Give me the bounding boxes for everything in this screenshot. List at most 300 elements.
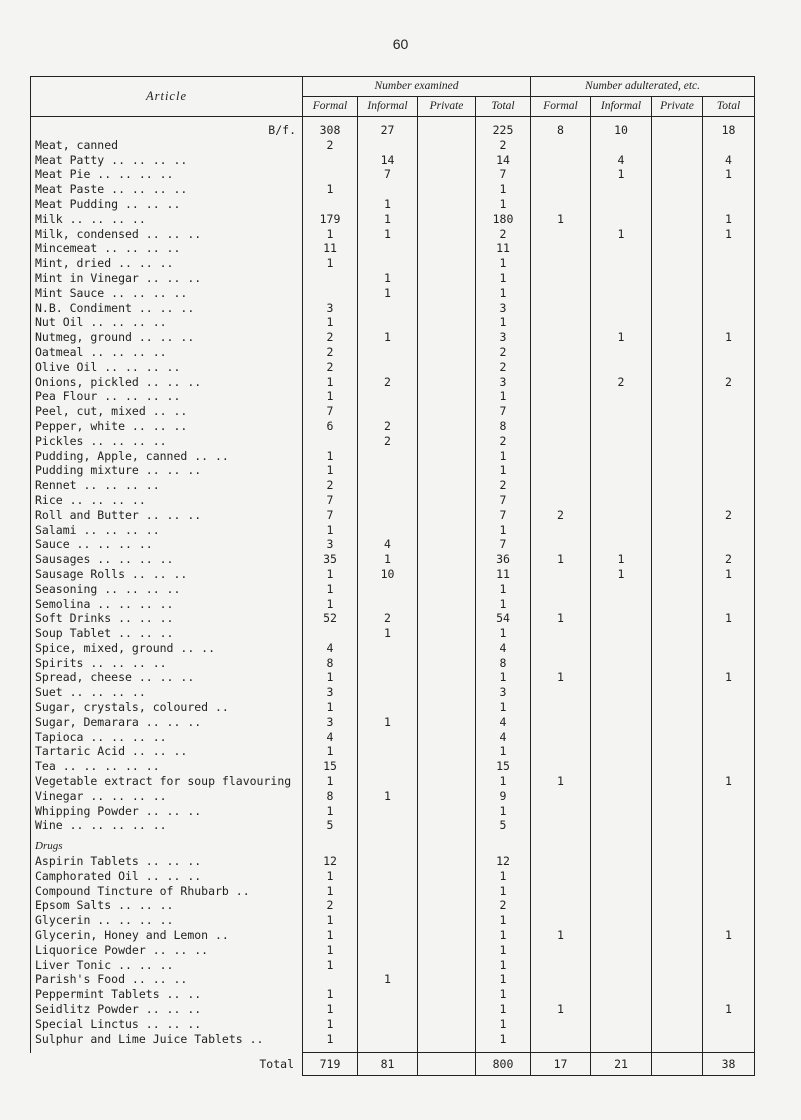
value-cell: 1 bbox=[303, 884, 358, 899]
value-cell: 52 bbox=[303, 611, 358, 626]
value-cell bbox=[652, 434, 703, 449]
value-cell bbox=[591, 804, 652, 819]
value-cell bbox=[652, 913, 703, 928]
value-cell bbox=[303, 197, 358, 212]
value-cell: 1 bbox=[476, 256, 531, 271]
value-cell bbox=[531, 818, 591, 833]
value-cell: 36 bbox=[476, 552, 531, 567]
value-cell: 1 bbox=[303, 523, 358, 538]
table-row bbox=[31, 972, 755, 987]
value-cell: 2 bbox=[591, 375, 652, 390]
value-cell bbox=[531, 153, 591, 168]
value-cell bbox=[652, 301, 703, 316]
article-name: Camphorated Oil .. .. .. bbox=[31, 869, 303, 884]
value-cell: 1 bbox=[703, 670, 755, 685]
value-cell bbox=[418, 138, 476, 153]
value-cell: 1 bbox=[303, 1002, 358, 1017]
value-cell: 1 bbox=[476, 774, 531, 789]
article-name: Wine .. .. .. .. .. bbox=[31, 818, 303, 833]
value-cell bbox=[358, 804, 418, 819]
value-cell bbox=[591, 818, 652, 833]
value-cell bbox=[418, 537, 476, 552]
value-cell bbox=[358, 730, 418, 745]
number-adulterated-header: Number adulterated, etc. bbox=[531, 77, 755, 97]
value-cell: 8 bbox=[531, 117, 591, 138]
table-row bbox=[31, 641, 755, 656]
value-cell bbox=[531, 463, 591, 478]
value-cell bbox=[591, 241, 652, 256]
value-cell bbox=[418, 404, 476, 419]
value-cell: 1 bbox=[303, 804, 358, 819]
value-cell bbox=[418, 715, 476, 730]
value-cell: 1 bbox=[476, 884, 531, 899]
value-cell bbox=[652, 1032, 703, 1053]
value-cell: 1 bbox=[531, 552, 591, 567]
value-cell bbox=[703, 833, 755, 854]
value-cell bbox=[303, 972, 358, 987]
value-cell bbox=[591, 898, 652, 913]
value-cell bbox=[591, 301, 652, 316]
value-cell bbox=[652, 943, 703, 958]
number-examined-header: Number examined bbox=[303, 77, 531, 97]
article-name: Olive Oil .. .. .. .. bbox=[31, 360, 303, 375]
value-cell bbox=[531, 913, 591, 928]
value-cell bbox=[418, 700, 476, 715]
value-cell: 11 bbox=[476, 567, 531, 582]
table-row bbox=[31, 928, 755, 943]
value-cell: 2 bbox=[358, 375, 418, 390]
value-cell: 2 bbox=[703, 552, 755, 567]
value-cell: 1 bbox=[591, 167, 652, 182]
value-cell: 1 bbox=[703, 167, 755, 182]
table-row bbox=[31, 375, 755, 390]
value-cell: 35 bbox=[303, 552, 358, 567]
article-header: Article bbox=[31, 77, 303, 117]
value-cell: 1 bbox=[591, 552, 652, 567]
value-cell bbox=[358, 884, 418, 899]
value-cell bbox=[418, 301, 476, 316]
value-cell: 1 bbox=[476, 1002, 531, 1017]
value-cell bbox=[531, 167, 591, 182]
value-cell: 1 bbox=[303, 389, 358, 404]
col-header-formal-adulterated: Formal bbox=[531, 97, 591, 117]
value-cell: 1 bbox=[476, 315, 531, 330]
value-cell: 7 bbox=[476, 537, 531, 552]
value-cell bbox=[476, 833, 531, 854]
value-cell bbox=[531, 987, 591, 1002]
value-cell bbox=[703, 641, 755, 656]
table-row bbox=[31, 493, 755, 508]
value-cell bbox=[531, 360, 591, 375]
article-name: Mint in Vinegar .. .. .. bbox=[31, 271, 303, 286]
value-cell: 1 bbox=[476, 943, 531, 958]
value-cell: 3 bbox=[476, 330, 531, 345]
value-cell bbox=[591, 958, 652, 973]
value-cell bbox=[418, 212, 476, 227]
value-cell bbox=[531, 493, 591, 508]
value-cell bbox=[652, 241, 703, 256]
value-cell bbox=[358, 744, 418, 759]
value-cell bbox=[418, 315, 476, 330]
value-cell: 1 bbox=[476, 928, 531, 943]
value-cell: 1 bbox=[476, 744, 531, 759]
value-cell bbox=[591, 315, 652, 330]
col-header-private-adulterated: Private bbox=[652, 97, 703, 117]
value-cell bbox=[358, 759, 418, 774]
value-cell bbox=[703, 493, 755, 508]
value-cell bbox=[418, 759, 476, 774]
article-name: Semolina .. .. .. .. bbox=[31, 597, 303, 612]
value-cell bbox=[703, 389, 755, 404]
value-cell bbox=[591, 271, 652, 286]
value-cell: 1 bbox=[358, 286, 418, 301]
value-cell bbox=[652, 958, 703, 973]
value-cell bbox=[418, 854, 476, 869]
total-cell: 21 bbox=[591, 1053, 652, 1076]
value-cell: 7 bbox=[303, 508, 358, 523]
value-cell: 1 bbox=[476, 463, 531, 478]
value-cell: 308 bbox=[303, 117, 358, 138]
value-cell bbox=[358, 928, 418, 943]
article-name: Oatmeal .. .. .. .. bbox=[31, 345, 303, 360]
value-cell bbox=[703, 286, 755, 301]
value-cell bbox=[358, 345, 418, 360]
value-cell bbox=[652, 818, 703, 833]
value-cell bbox=[591, 943, 652, 958]
value-cell bbox=[418, 626, 476, 641]
value-cell: 14 bbox=[476, 153, 531, 168]
value-cell bbox=[358, 478, 418, 493]
value-cell: 1 bbox=[303, 987, 358, 1002]
value-cell bbox=[531, 345, 591, 360]
value-cell: 4 bbox=[703, 153, 755, 168]
value-cell: 1 bbox=[476, 913, 531, 928]
article-name: Milk .. .. .. .. bbox=[31, 212, 303, 227]
value-cell: 1 bbox=[591, 567, 652, 582]
value-cell bbox=[531, 227, 591, 242]
value-cell bbox=[591, 884, 652, 899]
col-header-private-examined: Private bbox=[418, 97, 476, 117]
value-cell bbox=[531, 1017, 591, 1032]
value-cell bbox=[652, 449, 703, 464]
value-cell bbox=[531, 804, 591, 819]
value-cell bbox=[418, 597, 476, 612]
value-cell: 1 bbox=[476, 987, 531, 1002]
value-cell bbox=[591, 913, 652, 928]
article-name: Sulphur and Lime Juice Tablets .. bbox=[31, 1032, 303, 1053]
value-cell bbox=[652, 197, 703, 212]
value-cell bbox=[531, 434, 591, 449]
article-name: Roll and Butter .. .. .. bbox=[31, 508, 303, 523]
value-cell bbox=[418, 567, 476, 582]
value-cell: 1 bbox=[358, 626, 418, 641]
table-row bbox=[31, 301, 755, 316]
value-cell bbox=[418, 449, 476, 464]
article-name: Sugar, crystals, coloured .. bbox=[31, 700, 303, 715]
value-cell bbox=[591, 182, 652, 197]
value-cell bbox=[703, 315, 755, 330]
value-cell: 1 bbox=[303, 670, 358, 685]
value-cell: 3 bbox=[303, 715, 358, 730]
value-cell bbox=[418, 271, 476, 286]
value-cell bbox=[591, 389, 652, 404]
value-cell bbox=[591, 833, 652, 854]
table-row bbox=[31, 508, 755, 523]
value-cell bbox=[418, 508, 476, 523]
page-number: 60 bbox=[392, 36, 409, 52]
value-cell bbox=[303, 434, 358, 449]
value-cell bbox=[531, 582, 591, 597]
col-header-total-examined: Total bbox=[476, 97, 531, 117]
article-name: Mincemeat .. .. .. .. bbox=[31, 241, 303, 256]
value-cell: 1 bbox=[303, 567, 358, 582]
article-name: Meat Pudding .. .. .. bbox=[31, 197, 303, 212]
value-cell bbox=[358, 582, 418, 597]
value-cell: 1 bbox=[476, 182, 531, 197]
value-cell bbox=[418, 869, 476, 884]
article-name: Meat Paste .. .. .. .. bbox=[31, 182, 303, 197]
value-cell bbox=[358, 641, 418, 656]
value-cell bbox=[703, 523, 755, 538]
value-cell: 1 bbox=[358, 271, 418, 286]
value-cell bbox=[531, 1032, 591, 1053]
value-cell: 1 bbox=[303, 913, 358, 928]
value-cell: 3 bbox=[303, 301, 358, 316]
value-cell bbox=[703, 256, 755, 271]
article-name: Salami .. .. .. .. bbox=[31, 523, 303, 538]
value-cell: 7 bbox=[303, 493, 358, 508]
value-cell: 6 bbox=[303, 419, 358, 434]
value-cell: 2 bbox=[303, 345, 358, 360]
value-cell bbox=[358, 670, 418, 685]
value-cell bbox=[652, 552, 703, 567]
value-cell bbox=[652, 493, 703, 508]
value-cell: 1 bbox=[476, 700, 531, 715]
value-cell bbox=[652, 375, 703, 390]
value-cell bbox=[418, 833, 476, 854]
value-cell bbox=[652, 117, 703, 138]
table-row bbox=[31, 330, 755, 345]
value-cell bbox=[652, 597, 703, 612]
value-cell: 1 bbox=[703, 227, 755, 242]
value-cell bbox=[652, 972, 703, 987]
value-cell bbox=[358, 818, 418, 833]
value-cell: 7 bbox=[476, 493, 531, 508]
value-cell bbox=[652, 898, 703, 913]
value-cell bbox=[358, 493, 418, 508]
value-cell: 4 bbox=[303, 641, 358, 656]
article-name: N.B. Condiment .. .. .. bbox=[31, 301, 303, 316]
article-name: Milk, condensed .. .. .. bbox=[31, 227, 303, 242]
value-cell: 10 bbox=[358, 567, 418, 582]
value-cell: 1 bbox=[303, 256, 358, 271]
table-row bbox=[31, 670, 755, 685]
value-cell bbox=[652, 167, 703, 182]
value-cell: 1 bbox=[358, 330, 418, 345]
value-cell bbox=[418, 345, 476, 360]
table-row bbox=[31, 730, 755, 745]
value-cell bbox=[531, 241, 591, 256]
value-cell bbox=[652, 315, 703, 330]
total-cell: 81 bbox=[358, 1053, 418, 1076]
value-cell bbox=[418, 730, 476, 745]
value-cell: 1 bbox=[358, 212, 418, 227]
value-cell bbox=[418, 389, 476, 404]
table-row bbox=[31, 597, 755, 612]
value-cell bbox=[418, 611, 476, 626]
value-cell: 7 bbox=[476, 167, 531, 182]
adulteration-table bbox=[30, 76, 755, 1076]
value-cell: 4 bbox=[303, 730, 358, 745]
value-cell: 14 bbox=[358, 153, 418, 168]
value-cell bbox=[358, 833, 418, 854]
table-row bbox=[31, 582, 755, 597]
value-cell bbox=[531, 685, 591, 700]
value-cell: 1 bbox=[531, 928, 591, 943]
value-cell bbox=[591, 1002, 652, 1017]
value-cell bbox=[418, 685, 476, 700]
table-row bbox=[31, 449, 755, 464]
value-cell bbox=[358, 463, 418, 478]
value-cell bbox=[591, 611, 652, 626]
total-cell: 38 bbox=[703, 1053, 755, 1076]
value-cell bbox=[703, 656, 755, 671]
value-cell bbox=[418, 1002, 476, 1017]
value-cell bbox=[358, 523, 418, 538]
value-cell bbox=[418, 884, 476, 899]
table-row bbox=[31, 987, 755, 1002]
article-name: Soup Tablet .. .. .. bbox=[31, 626, 303, 641]
value-cell: 1 bbox=[476, 958, 531, 973]
value-cell: 1 bbox=[358, 789, 418, 804]
value-cell bbox=[703, 759, 755, 774]
value-cell bbox=[358, 869, 418, 884]
article-name: Pepper, white .. .. .. bbox=[31, 419, 303, 434]
value-cell bbox=[591, 478, 652, 493]
value-cell bbox=[591, 404, 652, 419]
value-cell bbox=[652, 715, 703, 730]
value-cell bbox=[652, 138, 703, 153]
value-cell: 3 bbox=[303, 685, 358, 700]
article-name: Tapioca .. .. .. .. bbox=[31, 730, 303, 745]
value-cell bbox=[531, 301, 591, 316]
value-cell: 2 bbox=[303, 330, 358, 345]
value-cell bbox=[591, 597, 652, 612]
value-cell bbox=[531, 730, 591, 745]
value-cell: 2 bbox=[303, 360, 358, 375]
value-cell bbox=[703, 449, 755, 464]
value-cell bbox=[531, 597, 591, 612]
value-cell bbox=[303, 153, 358, 168]
value-cell: 1 bbox=[476, 523, 531, 538]
article-name: Peppermint Tablets .. .. bbox=[31, 987, 303, 1002]
value-cell bbox=[591, 744, 652, 759]
value-cell bbox=[703, 730, 755, 745]
article-name: Pickles .. .. .. .. bbox=[31, 434, 303, 449]
article-name: Tea .. .. .. .. .. bbox=[31, 759, 303, 774]
value-cell bbox=[418, 286, 476, 301]
value-cell bbox=[418, 360, 476, 375]
value-cell: 1 bbox=[303, 928, 358, 943]
value-cell: 2 bbox=[358, 419, 418, 434]
article-name: Rennet .. .. .. .. bbox=[31, 478, 303, 493]
value-cell: 179 bbox=[303, 212, 358, 227]
table-row bbox=[31, 1002, 755, 1017]
value-cell: 7 bbox=[303, 404, 358, 419]
value-cell bbox=[531, 330, 591, 345]
value-cell bbox=[652, 419, 703, 434]
value-cell bbox=[703, 913, 755, 928]
value-cell bbox=[531, 656, 591, 671]
article-name: Nut Oil .. .. .. .. bbox=[31, 315, 303, 330]
value-cell bbox=[591, 656, 652, 671]
value-cell bbox=[358, 854, 418, 869]
value-cell bbox=[358, 1002, 418, 1017]
value-cell bbox=[703, 1017, 755, 1032]
value-cell bbox=[591, 789, 652, 804]
value-cell bbox=[591, 1017, 652, 1032]
table-row bbox=[31, 943, 755, 958]
value-cell bbox=[703, 685, 755, 700]
value-cell bbox=[531, 138, 591, 153]
value-cell bbox=[531, 404, 591, 419]
value-cell bbox=[418, 241, 476, 256]
value-cell: 3 bbox=[476, 685, 531, 700]
value-cell bbox=[591, 972, 652, 987]
article-name: Spice, mixed, ground .. .. bbox=[31, 641, 303, 656]
article-name: Sausages .. .. .. .. bbox=[31, 552, 303, 567]
value-cell: 1 bbox=[531, 212, 591, 227]
article-name: Nutmeg, ground .. .. .. bbox=[31, 330, 303, 345]
table-row bbox=[31, 434, 755, 449]
article-name: Peel, cut, mixed .. .. bbox=[31, 404, 303, 419]
value-cell: 2 bbox=[358, 611, 418, 626]
value-cell bbox=[703, 241, 755, 256]
value-cell bbox=[358, 315, 418, 330]
article-name: Compound Tincture of Rhubarb .. bbox=[31, 884, 303, 899]
value-cell bbox=[703, 463, 755, 478]
value-cell bbox=[591, 854, 652, 869]
article-name: Glycerin, Honey and Lemon .. bbox=[31, 928, 303, 943]
value-cell bbox=[652, 463, 703, 478]
value-cell bbox=[703, 943, 755, 958]
value-cell: 1 bbox=[303, 1032, 358, 1053]
article-name: Parish's Food .. .. .. bbox=[31, 972, 303, 987]
value-cell: 1 bbox=[476, 286, 531, 301]
value-cell bbox=[358, 656, 418, 671]
value-cell bbox=[703, 818, 755, 833]
table-row bbox=[31, 212, 755, 227]
value-cell bbox=[418, 774, 476, 789]
value-cell: 2 bbox=[476, 434, 531, 449]
section-row bbox=[31, 833, 755, 854]
value-cell bbox=[531, 789, 591, 804]
value-cell bbox=[591, 670, 652, 685]
value-cell bbox=[652, 869, 703, 884]
value-cell bbox=[652, 641, 703, 656]
value-cell bbox=[591, 360, 652, 375]
value-cell: 5 bbox=[476, 818, 531, 833]
value-cell: 2 bbox=[303, 478, 358, 493]
article-name: Sauce .. .. .. .. bbox=[31, 537, 303, 552]
value-cell bbox=[531, 626, 591, 641]
article-name: Whipping Powder .. .. .. bbox=[31, 804, 303, 819]
total-cell: 17 bbox=[531, 1053, 591, 1076]
value-cell: 8 bbox=[303, 656, 358, 671]
value-cell: 1 bbox=[476, 1032, 531, 1053]
value-cell bbox=[358, 449, 418, 464]
value-cell bbox=[531, 715, 591, 730]
